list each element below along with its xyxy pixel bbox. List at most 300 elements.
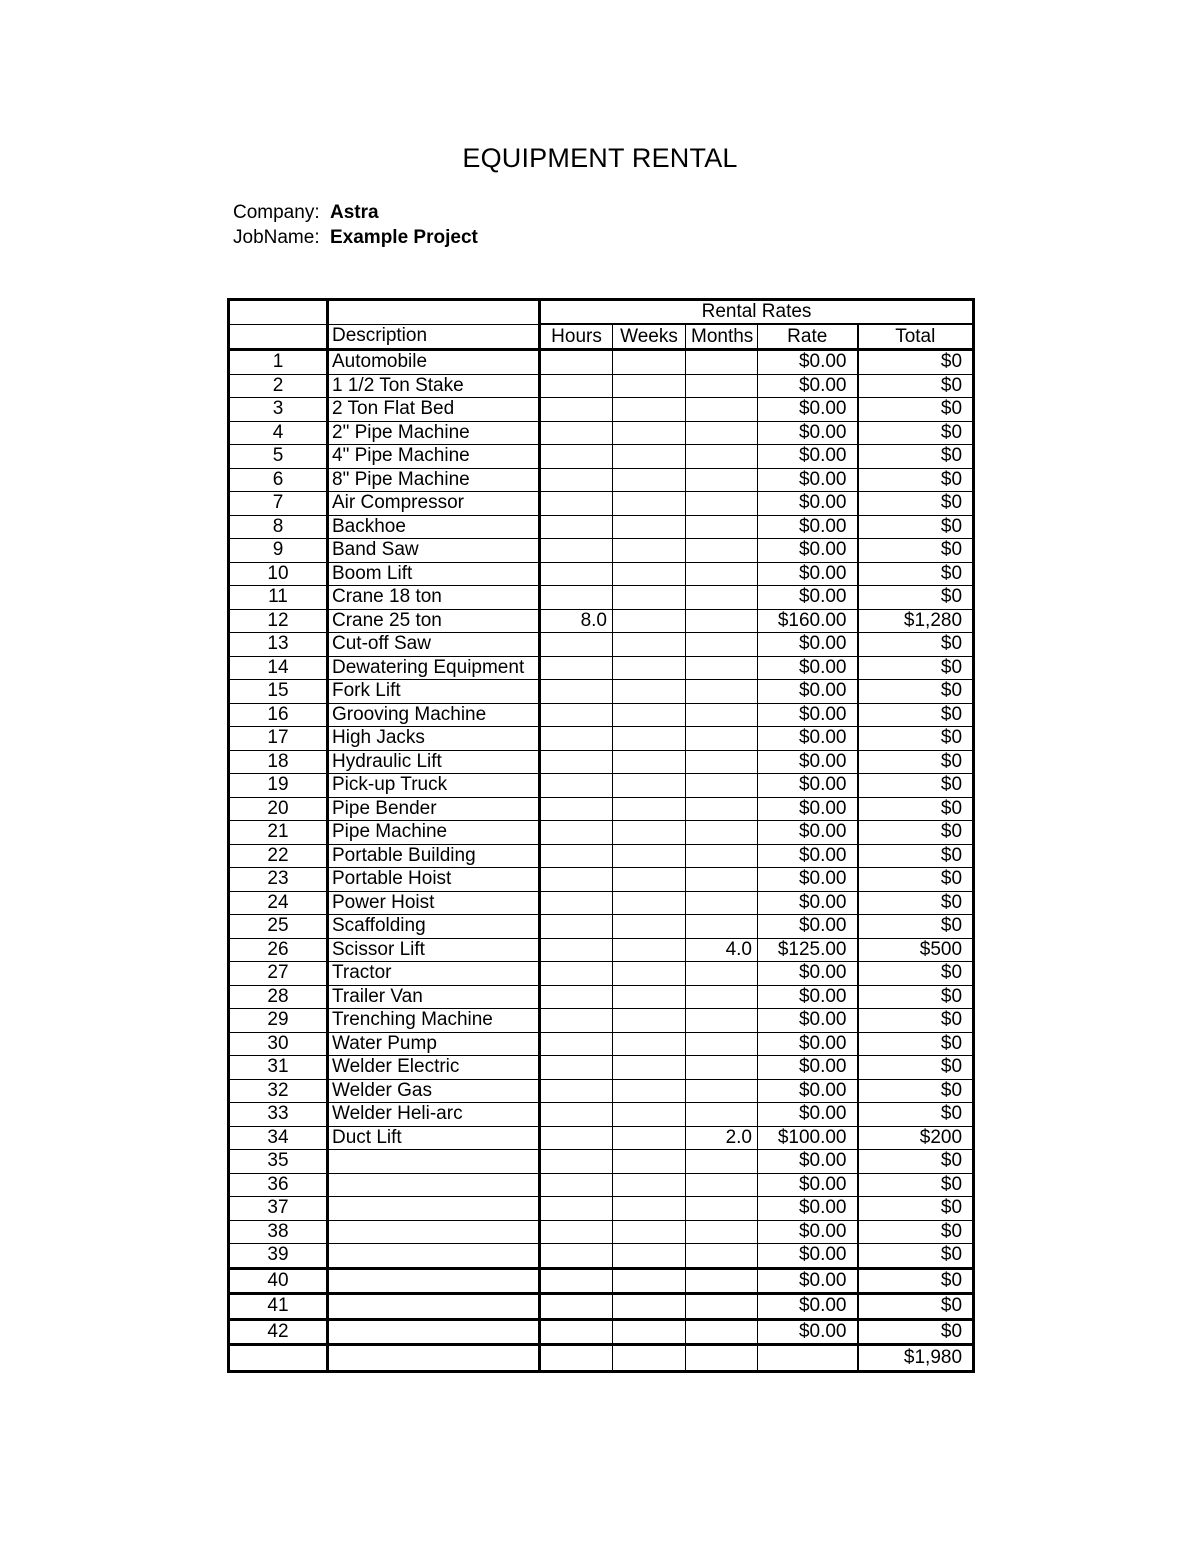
months-cell <box>686 1079 758 1103</box>
header-num-cell <box>229 300 328 325</box>
row-number-cell: 10 <box>229 562 328 586</box>
total-cell: $0 <box>858 586 974 610</box>
months-cell <box>686 350 758 375</box>
months-cell <box>686 750 758 774</box>
description-cell: Fork Lift <box>328 680 540 704</box>
hours-cell <box>540 633 613 657</box>
months-cell <box>686 656 758 680</box>
total-cell: $0 <box>858 727 974 751</box>
total-cell: $0 <box>858 398 974 422</box>
months-cell <box>686 1103 758 1127</box>
total-cell: $0 <box>858 774 974 798</box>
total-cell: $0 <box>858 703 974 727</box>
hours-cell <box>540 1244 613 1269</box>
table-row <box>229 750 974 774</box>
weeks-cell <box>613 985 686 1009</box>
table-row <box>229 609 974 633</box>
hours-cell <box>540 398 613 422</box>
description-cell: Welder Gas <box>328 1079 540 1103</box>
rate-cell: $0.00 <box>758 727 858 751</box>
table-row <box>229 1103 974 1127</box>
weeks-cell <box>613 1079 686 1103</box>
row-number-cell: 12 <box>229 609 328 633</box>
table-row <box>229 1150 974 1174</box>
weeks-cell <box>613 774 686 798</box>
rate-cell: $0.00 <box>758 1079 858 1103</box>
months-cell <box>686 915 758 939</box>
grand-total-value: $1,980 <box>858 1345 974 1372</box>
header-num <box>229 324 328 350</box>
description-cell <box>328 1173 540 1197</box>
months-cell <box>686 1294 758 1320</box>
total-cell: $200 <box>858 1126 974 1150</box>
months-cell: 4.0 <box>686 938 758 962</box>
total-cell: $0 <box>858 492 974 516</box>
rate-cell: $0.00 <box>758 915 858 939</box>
description-cell: Grooving Machine <box>328 703 540 727</box>
hours-cell <box>540 962 613 986</box>
job-name-row <box>233 225 478 250</box>
months-cell <box>686 468 758 492</box>
rate-cell: $160.00 <box>758 609 858 633</box>
description-cell: Portable Building <box>328 844 540 868</box>
weeks-cell <box>613 844 686 868</box>
rate-cell: $0.00 <box>758 515 858 539</box>
row-number-cell: 30 <box>229 1032 328 1056</box>
hours-cell <box>540 915 613 939</box>
table-row <box>229 774 974 798</box>
row-number-cell: 14 <box>229 656 328 680</box>
months-cell <box>686 797 758 821</box>
months-cell <box>686 1268 758 1294</box>
weeks-cell <box>613 515 686 539</box>
rate-cell: $0.00 <box>758 985 858 1009</box>
description-cell: Automobile <box>328 350 540 375</box>
months-cell <box>686 821 758 845</box>
total-cell: $0 <box>858 1173 974 1197</box>
rate-cell: $0.00 <box>758 656 858 680</box>
rate-cell: $0.00 <box>758 868 858 892</box>
rate-cell: $0.00 <box>758 962 858 986</box>
hours-cell <box>540 421 613 445</box>
header-months: Months <box>686 324 758 350</box>
table-row <box>229 727 974 751</box>
rate-cell: $0.00 <box>758 398 858 422</box>
rate-cell: $0.00 <box>758 1268 858 1294</box>
description-cell: 1 1/2 Ton Stake <box>328 374 540 398</box>
row-number-cell: 31 <box>229 1056 328 1080</box>
hours-cell: 8.0 <box>540 609 613 633</box>
weeks-cell <box>613 703 686 727</box>
description-cell: 4" Pipe Machine <box>328 445 540 469</box>
table-row <box>229 1056 974 1080</box>
header-row <box>229 324 974 350</box>
months-cell <box>686 562 758 586</box>
description-cell: 2 Ton Flat Bed <box>328 398 540 422</box>
months-cell <box>686 586 758 610</box>
hours-cell <box>540 562 613 586</box>
rate-cell: $100.00 <box>758 1126 858 1150</box>
total-cell: $0 <box>858 1220 974 1244</box>
header-total: Total <box>858 324 974 350</box>
rate-cell: $0.00 <box>758 750 858 774</box>
rate-cell: $0.00 <box>758 350 858 375</box>
months-cell <box>686 398 758 422</box>
table-row <box>229 797 974 821</box>
hours-cell <box>540 1079 613 1103</box>
total-cell: $0 <box>858 844 974 868</box>
total-cell: $0 <box>858 539 974 563</box>
description-cell: Hydraulic Lift <box>328 750 540 774</box>
row-number-cell: 3 <box>229 398 328 422</box>
total-cell: $0 <box>858 962 974 986</box>
hours-cell <box>540 750 613 774</box>
header-hours: Hours <box>540 324 613 350</box>
months-cell <box>686 962 758 986</box>
row-number-cell: 7 <box>229 492 328 516</box>
weeks-cell <box>613 750 686 774</box>
row-number-cell: 42 <box>229 1319 328 1345</box>
total-cell: $500 <box>858 938 974 962</box>
table-row <box>229 1009 974 1033</box>
table-row <box>229 492 974 516</box>
table-row <box>229 962 974 986</box>
table-row <box>229 656 974 680</box>
total-cell: $0 <box>858 891 974 915</box>
table-row <box>229 633 974 657</box>
weeks-cell <box>613 915 686 939</box>
table-row <box>229 1268 974 1294</box>
rate-cell: $0.00 <box>758 703 858 727</box>
months-cell <box>686 445 758 469</box>
rate-cell: $0.00 <box>758 468 858 492</box>
rate-cell: $0.00 <box>758 1294 858 1320</box>
total-cell: $0 <box>858 1056 974 1080</box>
table-row <box>229 938 974 962</box>
hours-cell <box>540 350 613 375</box>
total-cell: $0 <box>858 680 974 704</box>
rate-cell: $0.00 <box>758 1009 858 1033</box>
description-cell: Pipe Bender <box>328 797 540 821</box>
description-cell <box>328 1197 540 1221</box>
total-cell: $0 <box>858 1294 974 1320</box>
row-number-cell: 4 <box>229 421 328 445</box>
description-cell: Welder Heli-arc <box>328 1103 540 1127</box>
weeks-cell <box>613 1150 686 1174</box>
weeks-cell <box>613 633 686 657</box>
total-cell: $0 <box>858 515 974 539</box>
hours-cell <box>540 1197 613 1221</box>
rate-cell: $0.00 <box>758 539 858 563</box>
months-cell <box>686 1032 758 1056</box>
months-cell <box>686 633 758 657</box>
months-cell <box>686 515 758 539</box>
description-cell: 8" Pipe Machine <box>328 468 540 492</box>
table-row <box>229 985 974 1009</box>
job-name-label: JobName: <box>233 227 320 248</box>
months-cell <box>686 727 758 751</box>
rate-cell: $0.00 <box>758 1056 858 1080</box>
weeks-cell <box>613 1268 686 1294</box>
total-cell: $0 <box>858 374 974 398</box>
months-cell <box>686 868 758 892</box>
total-cell: $0 <box>858 445 974 469</box>
rate-cell: $0.00 <box>758 891 858 915</box>
total-cell: $0 <box>858 1150 974 1174</box>
total-cell: $0 <box>858 1244 974 1269</box>
header-weeks: Weeks <box>613 324 686 350</box>
row-number-cell: 41 <box>229 1294 328 1320</box>
table-row <box>229 586 974 610</box>
header-row-group <box>229 300 974 325</box>
rate-cell: $0.00 <box>758 1197 858 1221</box>
description-cell: Trenching Machine <box>328 1009 540 1033</box>
row-number-cell: 20 <box>229 797 328 821</box>
description-cell: Air Compressor <box>328 492 540 516</box>
weeks-cell <box>613 962 686 986</box>
rate-cell: $0.00 <box>758 562 858 586</box>
hours-cell <box>540 656 613 680</box>
row-number-cell: 38 <box>229 1220 328 1244</box>
description-cell: Welder Electric <box>328 1056 540 1080</box>
hours-cell <box>540 468 613 492</box>
rate-cell: $0.00 <box>758 586 858 610</box>
table-row <box>229 868 974 892</box>
row-number-cell: 27 <box>229 962 328 986</box>
months-cell <box>686 539 758 563</box>
months-cell <box>686 680 758 704</box>
hours-cell <box>540 1032 613 1056</box>
total-cell: $0 <box>858 750 974 774</box>
description-cell <box>328 1150 540 1174</box>
total-cell: $0 <box>858 350 974 375</box>
description-cell: Tractor <box>328 962 540 986</box>
total-cell: $0 <box>858 797 974 821</box>
row-number-cell: 40 <box>229 1268 328 1294</box>
table-row <box>229 398 974 422</box>
total-cell: $0 <box>858 1103 974 1127</box>
row-number-cell: 11 <box>229 586 328 610</box>
rate-cell: $0.00 <box>758 844 858 868</box>
weeks-cell <box>613 656 686 680</box>
table-row <box>229 445 974 469</box>
hours-cell <box>540 445 613 469</box>
months-cell: 2.0 <box>686 1126 758 1150</box>
months-cell <box>686 1056 758 1080</box>
months-cell <box>686 421 758 445</box>
months-cell <box>686 844 758 868</box>
hours-cell <box>540 492 613 516</box>
hours-cell <box>540 1126 613 1150</box>
grand-total-empty-cell <box>613 1345 686 1372</box>
rate-cell: $0.00 <box>758 774 858 798</box>
hours-cell <box>540 1150 613 1174</box>
weeks-cell <box>613 539 686 563</box>
weeks-cell <box>613 1173 686 1197</box>
table-row <box>229 1244 974 1269</box>
description-cell <box>328 1294 540 1320</box>
company-value: Astra <box>330 202 379 223</box>
row-number-cell: 18 <box>229 750 328 774</box>
hours-cell <box>540 821 613 845</box>
hours-cell <box>540 1268 613 1294</box>
weeks-cell <box>613 350 686 375</box>
total-cell: $0 <box>858 915 974 939</box>
description-cell: High Jacks <box>328 727 540 751</box>
total-cell: $0 <box>858 985 974 1009</box>
hours-cell <box>540 1220 613 1244</box>
description-cell <box>328 1268 540 1294</box>
description-cell <box>328 1220 540 1244</box>
months-cell <box>686 374 758 398</box>
table-row <box>229 1032 974 1056</box>
hours-cell <box>540 703 613 727</box>
months-cell <box>686 492 758 516</box>
table-row <box>229 468 974 492</box>
row-number-cell: 22 <box>229 844 328 868</box>
weeks-cell <box>613 868 686 892</box>
total-cell: $0 <box>858 868 974 892</box>
row-number-cell: 6 <box>229 468 328 492</box>
total-cell: $0 <box>858 656 974 680</box>
hours-cell <box>540 868 613 892</box>
description-cell: Pick-up Truck <box>328 774 540 798</box>
weeks-cell <box>613 1244 686 1269</box>
weeks-cell <box>613 938 686 962</box>
hours-cell <box>540 938 613 962</box>
description-cell <box>328 1244 540 1269</box>
months-cell <box>686 1220 758 1244</box>
description-cell: Band Saw <box>328 539 540 563</box>
weeks-cell <box>613 1056 686 1080</box>
description-cell: Cut-off Saw <box>328 633 540 657</box>
header-description: Description <box>328 324 540 350</box>
header-rate: Rate <box>758 324 858 350</box>
table-row <box>229 844 974 868</box>
row-number-cell: 29 <box>229 1009 328 1033</box>
description-cell: Crane 18 ton <box>328 586 540 610</box>
table-row <box>229 703 974 727</box>
rate-cell: $0.00 <box>758 1150 858 1174</box>
description-cell: Crane 25 ton <box>328 609 540 633</box>
description-cell: Power Hoist <box>328 891 540 915</box>
row-number-cell: 5 <box>229 445 328 469</box>
hours-cell <box>540 539 613 563</box>
row-number-cell: 36 <box>229 1173 328 1197</box>
hours-cell <box>540 1319 613 1345</box>
months-cell <box>686 1173 758 1197</box>
weeks-cell <box>613 492 686 516</box>
table-row <box>229 515 974 539</box>
description-cell: 2" Pipe Machine <box>328 421 540 445</box>
description-cell: Water Pump <box>328 1032 540 1056</box>
hours-cell <box>540 727 613 751</box>
months-cell <box>686 774 758 798</box>
weeks-cell <box>613 727 686 751</box>
description-cell: Dewatering Equipment <box>328 656 540 680</box>
row-number-cell: 8 <box>229 515 328 539</box>
row-number-cell: 37 <box>229 1197 328 1221</box>
table-row <box>229 680 974 704</box>
weeks-cell <box>613 797 686 821</box>
rate-cell: $125.00 <box>758 938 858 962</box>
rate-cell: $0.00 <box>758 421 858 445</box>
total-cell: $0 <box>858 633 974 657</box>
row-number-cell: 28 <box>229 985 328 1009</box>
table-row <box>229 421 974 445</box>
row-number-cell: 15 <box>229 680 328 704</box>
table-row <box>229 1126 974 1150</box>
rental-table <box>227 298 975 1373</box>
total-cell: $0 <box>858 421 974 445</box>
table-row <box>229 1319 974 1345</box>
rate-cell: $0.00 <box>758 633 858 657</box>
description-cell: Scissor Lift <box>328 938 540 962</box>
months-cell <box>686 1319 758 1345</box>
weeks-cell <box>613 1009 686 1033</box>
description-cell: Portable Hoist <box>328 868 540 892</box>
months-cell <box>686 891 758 915</box>
weeks-cell <box>613 1197 686 1221</box>
row-number-cell: 33 <box>229 1103 328 1127</box>
weeks-cell <box>613 374 686 398</box>
table-row <box>229 891 974 915</box>
grand-total-empty-cell <box>758 1345 858 1372</box>
hours-cell <box>540 515 613 539</box>
company-label: Company: <box>233 202 320 223</box>
table-row <box>229 562 974 586</box>
months-cell <box>686 1244 758 1269</box>
total-cell: $0 <box>858 1197 974 1221</box>
hours-cell <box>540 374 613 398</box>
description-cell: Trailer Van <box>328 985 540 1009</box>
total-cell: $0 <box>858 468 974 492</box>
weeks-cell <box>613 562 686 586</box>
months-cell <box>686 1150 758 1174</box>
rate-cell: $0.00 <box>758 1319 858 1345</box>
rate-cell: $0.00 <box>758 1032 858 1056</box>
weeks-cell <box>613 1103 686 1127</box>
hours-cell <box>540 774 613 798</box>
rate-cell: $0.00 <box>758 374 858 398</box>
weeks-cell <box>613 1126 686 1150</box>
table-row <box>229 1294 974 1320</box>
rental-rates-header: Rental Rates <box>540 300 974 325</box>
job-name-value: Example Project <box>330 227 478 248</box>
table-row <box>229 821 974 845</box>
row-number-cell: 19 <box>229 774 328 798</box>
row-number-cell: 9 <box>229 539 328 563</box>
total-cell: $0 <box>858 562 974 586</box>
row-number-cell: 26 <box>229 938 328 962</box>
hours-cell <box>540 1173 613 1197</box>
rate-cell: $0.00 <box>758 1103 858 1127</box>
header-desc-top-cell <box>328 300 540 325</box>
table-row <box>229 1173 974 1197</box>
row-number-cell: 25 <box>229 915 328 939</box>
total-cell: $0 <box>858 1319 974 1345</box>
row-number-cell: 32 <box>229 1079 328 1103</box>
page-title: EQUIPMENT RENTAL <box>462 143 738 173</box>
hours-cell <box>540 844 613 868</box>
months-cell <box>686 1197 758 1221</box>
rate-cell: $0.00 <box>758 1220 858 1244</box>
weeks-cell <box>613 1294 686 1320</box>
months-cell <box>686 609 758 633</box>
weeks-cell <box>613 586 686 610</box>
weeks-cell <box>613 398 686 422</box>
months-cell <box>686 703 758 727</box>
